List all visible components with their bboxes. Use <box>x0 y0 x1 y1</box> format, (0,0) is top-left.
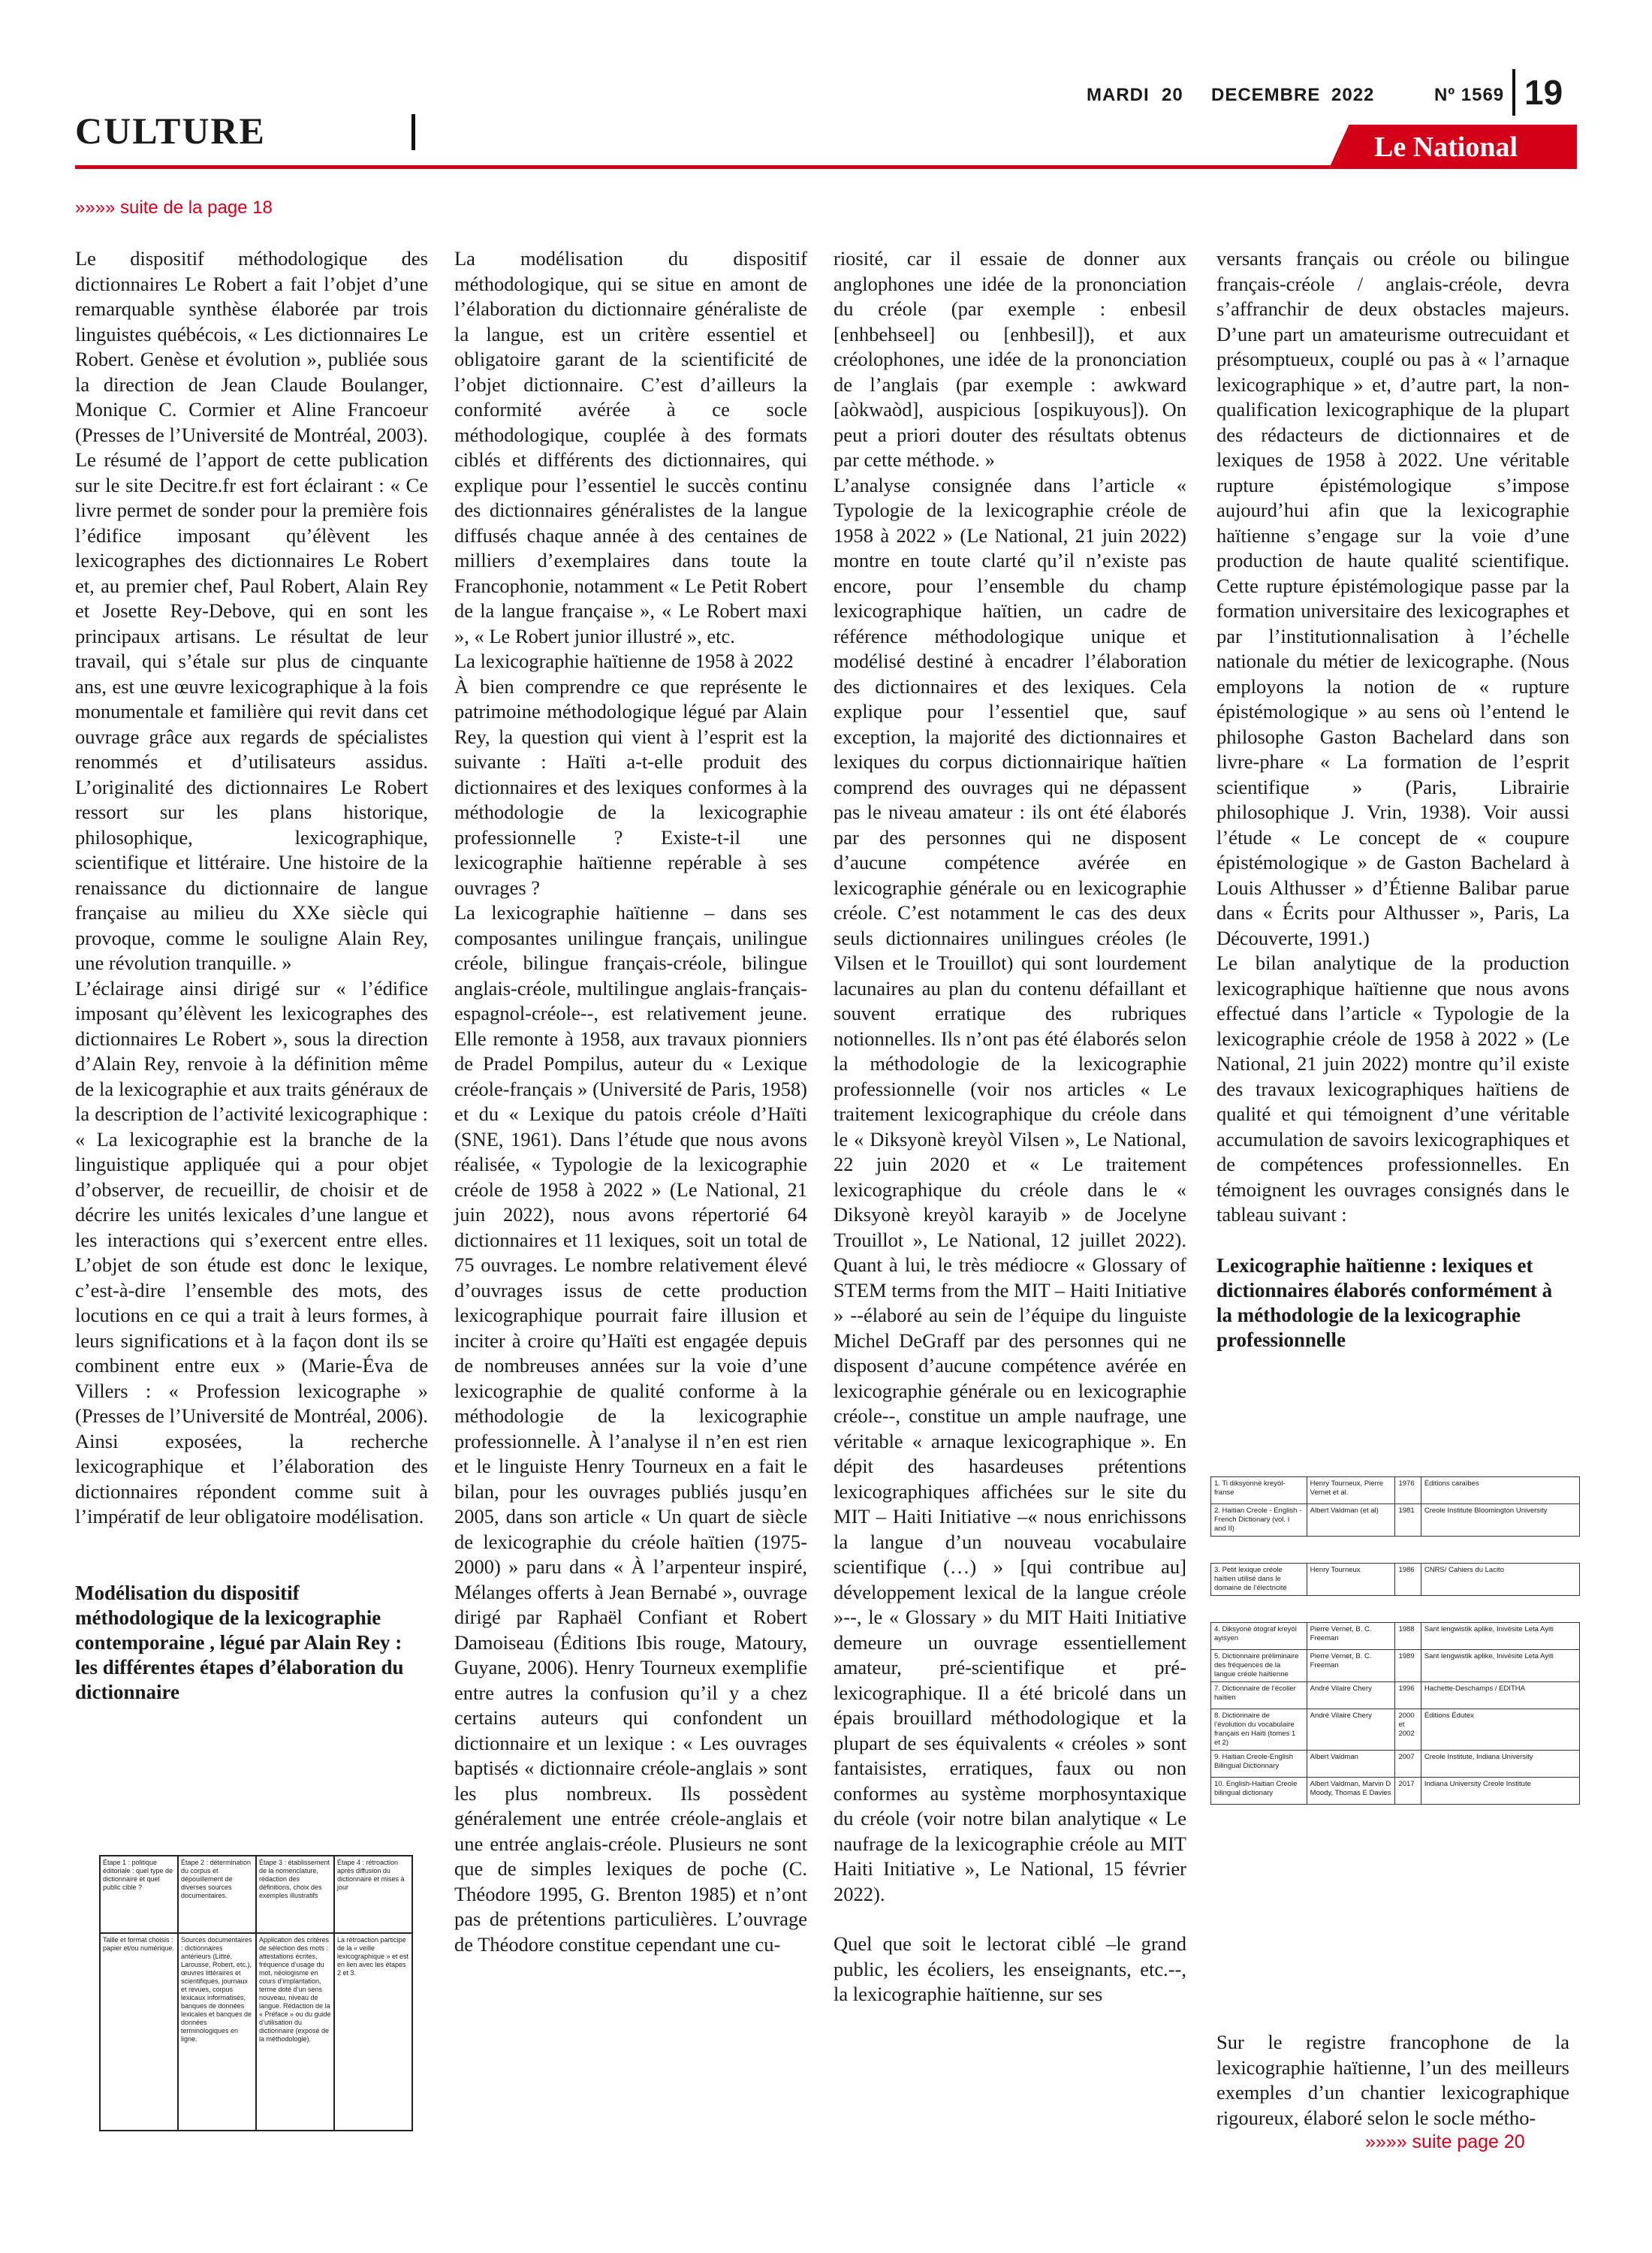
table-cell: 2. Haitian Creole - English - French Dictionary (vol. I and II) <box>1211 1504 1307 1537</box>
table-cell: André Vilaire Chery <box>1307 1682 1395 1709</box>
header-day: MARDI <box>1087 85 1150 105</box>
table-cell: 7. Dictionnaire de l’écolier haïtien <box>1211 1682 1307 1709</box>
header-year: 2022 <box>1331 85 1375 105</box>
works-table <box>1210 1476 1580 1805</box>
table-cell: 2007 <box>1395 1751 1421 1778</box>
table-cell: Pierre Vernet, B. C. Freeman <box>1307 1623 1395 1650</box>
table-cell: Henry Tourneux <box>1307 1564 1395 1596</box>
paragraph: À bien comprendre ce que représente le patrimoine méthodologique légué par Alain Rey, la question qui vient à l’esprit est la suivante : Haïti a-t-elle produit des dictionnaires et des lexiques conformes à la méthodologie de la lexicographie professionnelle ? Existe-t-il une lexicographie haïtienne repérable à ses ouvrages ? <box>454 674 807 899</box>
title-divider <box>411 114 415 150</box>
table-cell: Pierre Vernet, B. C. Freeman <box>1307 1650 1395 1682</box>
table-cell: Sant lengwistik aplike, Inivèsite Leta Ayiti <box>1421 1650 1579 1682</box>
table-cell: Henry Tourneux, Pierre Vernet et al. <box>1307 1477 1395 1504</box>
subheading: Lexicographie haïtienne : lexiques et dictionnaires élaborés conformément à la méthodologie de la lexicographie professionnelle <box>1216 1253 1553 1351</box>
header-month: DECEMBRE <box>1211 85 1321 105</box>
table-cell: 1996 <box>1395 1682 1421 1709</box>
table-cell: Taille et format choisis : papier et/ou numérique. <box>100 1933 178 2131</box>
table-cell: 8. Dictionnaire de l’évolution du vocabulaire français en Haïti (tomes 1 et 2) <box>1211 1709 1307 1751</box>
table-cell: Albert Valdman, Marvin D Moody, Thomas E Davies <box>1307 1778 1395 1805</box>
table-row <box>1211 1477 1580 1504</box>
table-row <box>1211 1709 1580 1751</box>
table-cell: 1988 <box>1395 1623 1421 1650</box>
paragraph: Le bilan analytique de la production lexicographique haïtienne que nous avons effectué dans l’article « Typologie de la lexicographie créole de 1958 à 2022 » (Le National, 21 juin 2022) montre qu’il existe des travaux lexicographiques haïtiens de qualité et qui témoignent d’une véritable accumulation de savoirs lexicographiques et de compétences professionnelles. En témoignent les ouvrages consignés dans le tableau suivant : <box>1216 952 1569 1226</box>
article-column-4-end <box>1216 2030 1569 2131</box>
paragraph: L’éclairage ainsi dirigé sur « l’édifice imposant qu’élèvent les lexicographes des dictionnaires Le Robert », sous la direction d’Alain Rey, renvoie à la définition même de la lexicographie et aux traits généraux de la description de l’activité lexicographique : « La lexicographie est la branche de la linguistique appliquée qui a pour objet d’observer, de recueillir, de choisir et de décrire les unités lexicales d’une langue et les interactions qui s’exercent entre elles. L’objet de son étude est donc le lexique, c’est-à-dire l’ensemble des mots, des locutions en ce qui a trait à leurs formes, à leurs significations et à la façon dont ils se combinent entre eux » (Marie-Éva de Villers : « Profession lexicographe » (Presses de l’Université de Montréal, 2006). Ainsi exposées, la recherche lexicographique et l’élaboration des dictionnaires répondent comme suit à l’impératif de leur obligatoire modélisation. <box>75 976 428 1528</box>
table-row <box>1211 1564 1580 1596</box>
table-cell: Application des critères de sélection des mots : attestations écrites, fréquence d’usage du mot, néologisme en cours d’implantation, terme doté d’un sens nouveau, niveau de langue. Rédaction de la « Préface » ou du guide d’utilisation du dictionnaire (exposé de la méthodologie). <box>256 1933 334 2131</box>
table-cell: Étape 3 : établissement de la nomenclature, rédaction des définitions, choix des exemples illustratifs <box>256 1856 334 1933</box>
table-cell: 1986 <box>1395 1564 1421 1596</box>
table-cell: Éditions Édutex <box>1421 1709 1579 1751</box>
subheading: Modélisation du dispositif méthodologique de la lexicographie contemporaine , légué par Alain Rey : les différentes étapes d’élaboration du dictionnaire <box>75 1581 404 1703</box>
article-column-1 <box>75 246 428 1705</box>
table-row <box>1211 1751 1580 1778</box>
article-column-4 <box>1216 246 1569 1353</box>
table-cell: André Vilaire Chery <box>1307 1709 1395 1751</box>
continued-from-link[interactable]: »»»» suite de la page 18 <box>75 198 273 218</box>
table-row <box>1211 1504 1580 1537</box>
table-cell: 4. Diksyonè òtograf kreyòl ayisyen <box>1211 1623 1307 1650</box>
paragraph: versants français ou créole ou bilingue français-créole / anglais-créole, devra s’affranchir de deux obstacles majeurs. D’une part un amateurisme outrecuidant et présomptueux, couplé ou pas à « l’arnaque lexicographique » et, d’autre part, la non-qualification lexicographique de la plupart des rédacteurs de dictionnaires et de lexiques de 1958 à 2022. Une véritable rupture épistémologique s’impose aujourd’hui afin que la lexicographie haïtienne s’engage sur la voie d’une production de haute qualité scientifique. Cette rupture épistémologique passe par la formation universitaire des lexicographes et par l’institutionnalisation à l’échelle nationale du métier de lexicographe. (Nous employons la notion de « rupture épistémologique » au sens où l’entend le philosophe Gaston Bachelard dans son livre-phare « La formation de l’esprit scientifique » (Paris, Librairie philosophique J. Vrin, 1938). Voir aussi l’étude « Le concept de « coupure épistémologique » de Gaston Bachelard à Louis Althusser » d’Étienne Balibar parue dans « Écrits pour Althusser », Paris, La Découverte, 1991.) <box>1216 247 1569 949</box>
table-cell: 10. English-Haitian Creole bilingual dictionary <box>1211 1778 1307 1805</box>
table-cell: 1981 <box>1395 1504 1421 1537</box>
table-cell: La rétroaction participe de la « veille lexicographique » et est en lien avec les étapes 2 et 3. <box>334 1933 412 2131</box>
brand-name: Le National <box>1374 131 1518 163</box>
table-cell: Sant lengwistik aplike, Inivèsite Leta Ayiti <box>1421 1623 1579 1650</box>
header-date: 20 <box>1162 85 1183 105</box>
table-cell: 2017 <box>1395 1778 1421 1805</box>
paragraph: Quel que soit le lectorat ciblé –le grand public, les écoliers, les enseignants, etc.--, la lexicographie haïtienne, sur ses <box>834 1932 1186 2005</box>
section-title: CULTURE <box>75 110 266 152</box>
header-rule <box>75 165 1577 169</box>
table-row <box>1211 1650 1580 1682</box>
table-cell: 9. Haitian Creole-English Bilingual Dictionnary <box>1211 1751 1307 1778</box>
page-number: 19 <box>1524 73 1563 112</box>
table-cell: CNRS/ Cahiers du Lacito <box>1421 1564 1579 1596</box>
table-cell: Étape 4 : rétroaction après diffusion du dictionnaire et mises à jour <box>334 1856 412 1933</box>
table-cell: Éditions caraïbes <box>1421 1477 1579 1504</box>
table-cell: Sources documentaires : dictionnaires antérieurs (Littré, Larousse, Robert, etc.), œuvres littéraires et scientifiques, journaux et revues, corpus lexicaux informatisés, banques de données lexicales et banques de données terminologiques en ligne. <box>178 1933 256 2131</box>
paragraph: La modélisation du dispositif méthodologique, qui se situe en amont de l’élaboration du dictionnaire généraliste de la langue, est un critère essentiel et obligatoire garant de la scientificité de l’objet dictionnaire. C’est d’ailleurs la conformité avérée à ce socle méthodologique, couplée à des formats ciblés et différents des dictionnaires, qui explique pour l’essentiel le succès continu des dictionnaires généralistes de la langue diffusés chaque année à des centaines de milliers d’exemplaires dans toute la Francophonie, notamment « Le Petit Robert de la langue française », « Le Robert maxi », « Le Robert junior illustré », etc. <box>454 247 807 647</box>
article-column-3 <box>834 246 1186 2007</box>
paragraph: Le dispositif méthodologique des dictionnaires Le Robert a fait l’objet d’une remarquable synthèse élaborée par trois linguistes québécois, « Les dictionnaires Le Robert. Genèse et évolution », publiée sous la direction de Jean Claude Boulanger, Monique C. Cormier et Aline Francoeur (Presses de l’Université de Montréal, 2003). Le résumé de l’apport de cette publication sur le site Decitre.fr est fort éclairant : « Ce livre permet de sonder pour la première fois l’édifice imposant qu’élèvent les lexicographes des dictionnaires Le Robert et, au premier chef, Paul Robert, Alain Rey et Josette Rey-Debove, qui en sont les principaux artisans. Le résultat de leur travail, qui s’étale sur plus de cinquante ans, est une œuvre lexicographique à la fois monumentale et familière qui revit dans cet ouvrage grâce aux regards de spécialistes renommés et d’utilisateurs assidus. L’originalité des dictionnaires Le Robert ressort sur les plans historique, philosophique, lexicographique, scientifique et littéraire. Une histoire de la renaissance du dictionnaire de langue française au milieu du XXe siècle qui provoque, comme le souligne Alain Rey, une révolution tranquille. » <box>75 247 428 974</box>
table-row <box>1211 1623 1580 1650</box>
paragraph: La lexicographie haïtienne de 1958 à 2022 <box>454 650 794 672</box>
table-row <box>1211 1778 1580 1805</box>
table-cell: 3. Petit lexique créole haïtien utilisé dans le domaine de l’électricité <box>1211 1564 1307 1596</box>
table-cell: Étape 2 : détermination du corpus et dépouillement de diverses sources documentaires. <box>178 1856 256 1933</box>
table-cell: Creole Institute, Indiana University <box>1421 1751 1579 1778</box>
table-spacer <box>1211 1596 1580 1623</box>
steps-table <box>99 1855 413 2131</box>
table-cell: 5. Dictionnaire préliminaire des fréquences de la langue créole haïtienne <box>1211 1650 1307 1682</box>
paragraph: La lexicographie haïtienne – dans ses composantes unilingue français, unilingue créole, bilingue français-créole, bilingue anglais-créole, multilingue anglais-français-espagnol-créole--, est relativement jeune. Elle remonte à 1958, aux travaux pionniers de Pradel Pompilus, auteur du « Lexique créole-français » (Université de Paris, 1958) et du « Lexique du patois créole d’Haïti (SNE, 1961). Dans l’étude que nous avons réalisée, « Typologie de la lexicographie créole de 1958 à 2022 » (Le National, 21 juin 2022), nous avons répertorié 64 dictionnaires et 11 lexiques, soit un total de 75 ouvrages. Le nombre relativement élevé d’ouvrages issus de cette production lexicographique pourrait faire illusion et inciter à croire qu’Haïti est engagée depuis de nombreuses années sur la voie d’une lexicographie de qualité conforme à la méthodologie de la lexicographie professionnelle. À l’analyse il n’en est rien et le linguiste Henry Tourneux en a fait le bilan, pour les ouvrages publiés jusqu’en 2005, dans son article « Un quart de siècle de lexicographie du créole haïtien (1975-2000) » paru dans « À l’arpenteur inspiré, Mélanges offerts à Jean Bernabé », ouvrage dirigé par Raphaël Confiant et Robert Damoiseau (Éditions Ibis rouge, Matoury, Guyane, 2006). Henry Tourneux exemplifie entre autres la confusion qu’il y a chez certains auteurs qui confondent un dictionnaire et un lexique : « Les ouvrages baptisés « dictionnaire créole-anglais » sont les plus nombreux. Ils possèdent généralement une entrée créole-anglais et une entrée anglais-créole. Plusieurs ne sont que de simples lexiques de poche (C. Théodore 1995, G. Brenton 1985) et n’ont pas de prétentions particulières. L’ouvrage de Théodore constitue cependant une cu- <box>454 901 807 1956</box>
table-cell: Étape 1 : politique éditoriale : quel type de dictionnaire et quel public cible ? <box>100 1856 178 1933</box>
table-cell: Hachette-Deschamps / EDITHA <box>1421 1682 1579 1709</box>
continued-to-link[interactable]: »»»» suite page 20 <box>1365 2131 1525 2152</box>
table-spacer <box>1211 1537 1580 1564</box>
table-cell: 1989 <box>1395 1650 1421 1682</box>
table-cell: Albert Valdman (et al) <box>1307 1504 1395 1537</box>
page-separator <box>1512 69 1515 116</box>
table-row <box>1211 1682 1580 1709</box>
paragraph: L’analyse consignée dans l’article « Typologie de la lexicographie créole de 1958 à 2022 » (Le National, 21 juin 2022) montre en toute clarté qu’il n’existe pas encore, pour l’ensemble du champ lexicographique haïtien, un cadre de référence méthodologique unique et modélisé destiné à encadrer l’élaboration des dictionnaires et des lexiques. Cela explique pour l’essentiel que, sauf exception, la majorité des dictionnaires et lexiques du corpus dictionnairique haïtien comprend des ouvrages qui ne dépassent pas le niveau amateur : ils ont été élaborés par des personnes qui ne disposent d’aucune compétence avérée en lexicographie générale ou en lexicographie créole. C’est notamment le cas des deux seuls dictionnaires unilingues créoles (le Vilsen et le Trouillot) qui sont lourdement lacunaires au plan du contenu défaillant et souvent erratique des rubriques notionnelles. Ils n’ont pas été élaborés selon la méthodologie de la lexicographie professionnelle (voir nos articles « Le traitement lexicographique du créole dans le « Diksyonè kreyòl Vilsen », Le National, 22 juin 2020 et « Le traitement lexicographique du créole dans le « Diksyonè kreyòl karayib » de Jocelyne Trouillot », Le National, 12 juillet 2022). Quant à lui, le très médiocre « Glossary of STEM terms from the MIT – Haiti Initiative » --élaboré au sein de l’équipe du linguiste Michel DeGraff par des personnes qui ne disposent d’aucune compétence avérée en lexicographie générale ou en lexicographie créole--, constitue un ample naufrage, une véritable « arnaque lexicographique ». En dépit des hasardeuses prétentions lexicographiques affichées sur le site du MIT – Haiti Initiative –« nous enrichissons la langue d’un nouveau vocabulaire scientifique (…) » [qui contribue au] développement lexical de la langue créole »--, le « Glossary » du MIT Haiti Initiative demeure un ouvrage essentiellement amateur, pré-scientifique et pré-lexicographique. Il a été bricolé dans un épais brouillard méthodologique et la plupart de ses équivalents « créoles » sont fantaisistes, erratiques, faux ou non conformes au système morphosyntaxique du créole (voir notre bilan analytique « Le naufrage de la lexicographie créole au MIT Haiti Initiative », Le National, 15 février 2022). <box>834 473 1186 1905</box>
paragraph: riosité, car il essaie de donner aux anglophones une idée de la prononciation du créole (par exemple : enbesil [enhbehseel] ou [enhbesil]), et aux créolophones, une idée de la prononciation de l’anglais (par exemple : awkward [aòkwaòd], auspicious [ospikuyous]). On peut a priori douter des résultats obtenus par cette méthode. » <box>834 247 1186 471</box>
table-cell: Creole Institute Bloomington University <box>1421 1504 1579 1537</box>
issue-number: Nº 1569 <box>1434 85 1505 105</box>
table-cell: Albert Valdman <box>1307 1751 1395 1778</box>
paragraph: Sur le registre francophone de la lexicographie haïtienne, l’un des meilleurs exemples d’un chantier lexicographique rigoureux, élaboré selon le socle métho- <box>1216 2031 1569 2129</box>
table-cell: 1. Ti diksyonnè kreyòl-franse <box>1211 1477 1307 1504</box>
table-cell: 1976 <box>1395 1477 1421 1504</box>
table-cell: 2000 et 2002 <box>1395 1709 1421 1751</box>
article-column-2 <box>454 246 807 1957</box>
table-cell: Indiana University Creole Institute <box>1421 1778 1579 1805</box>
